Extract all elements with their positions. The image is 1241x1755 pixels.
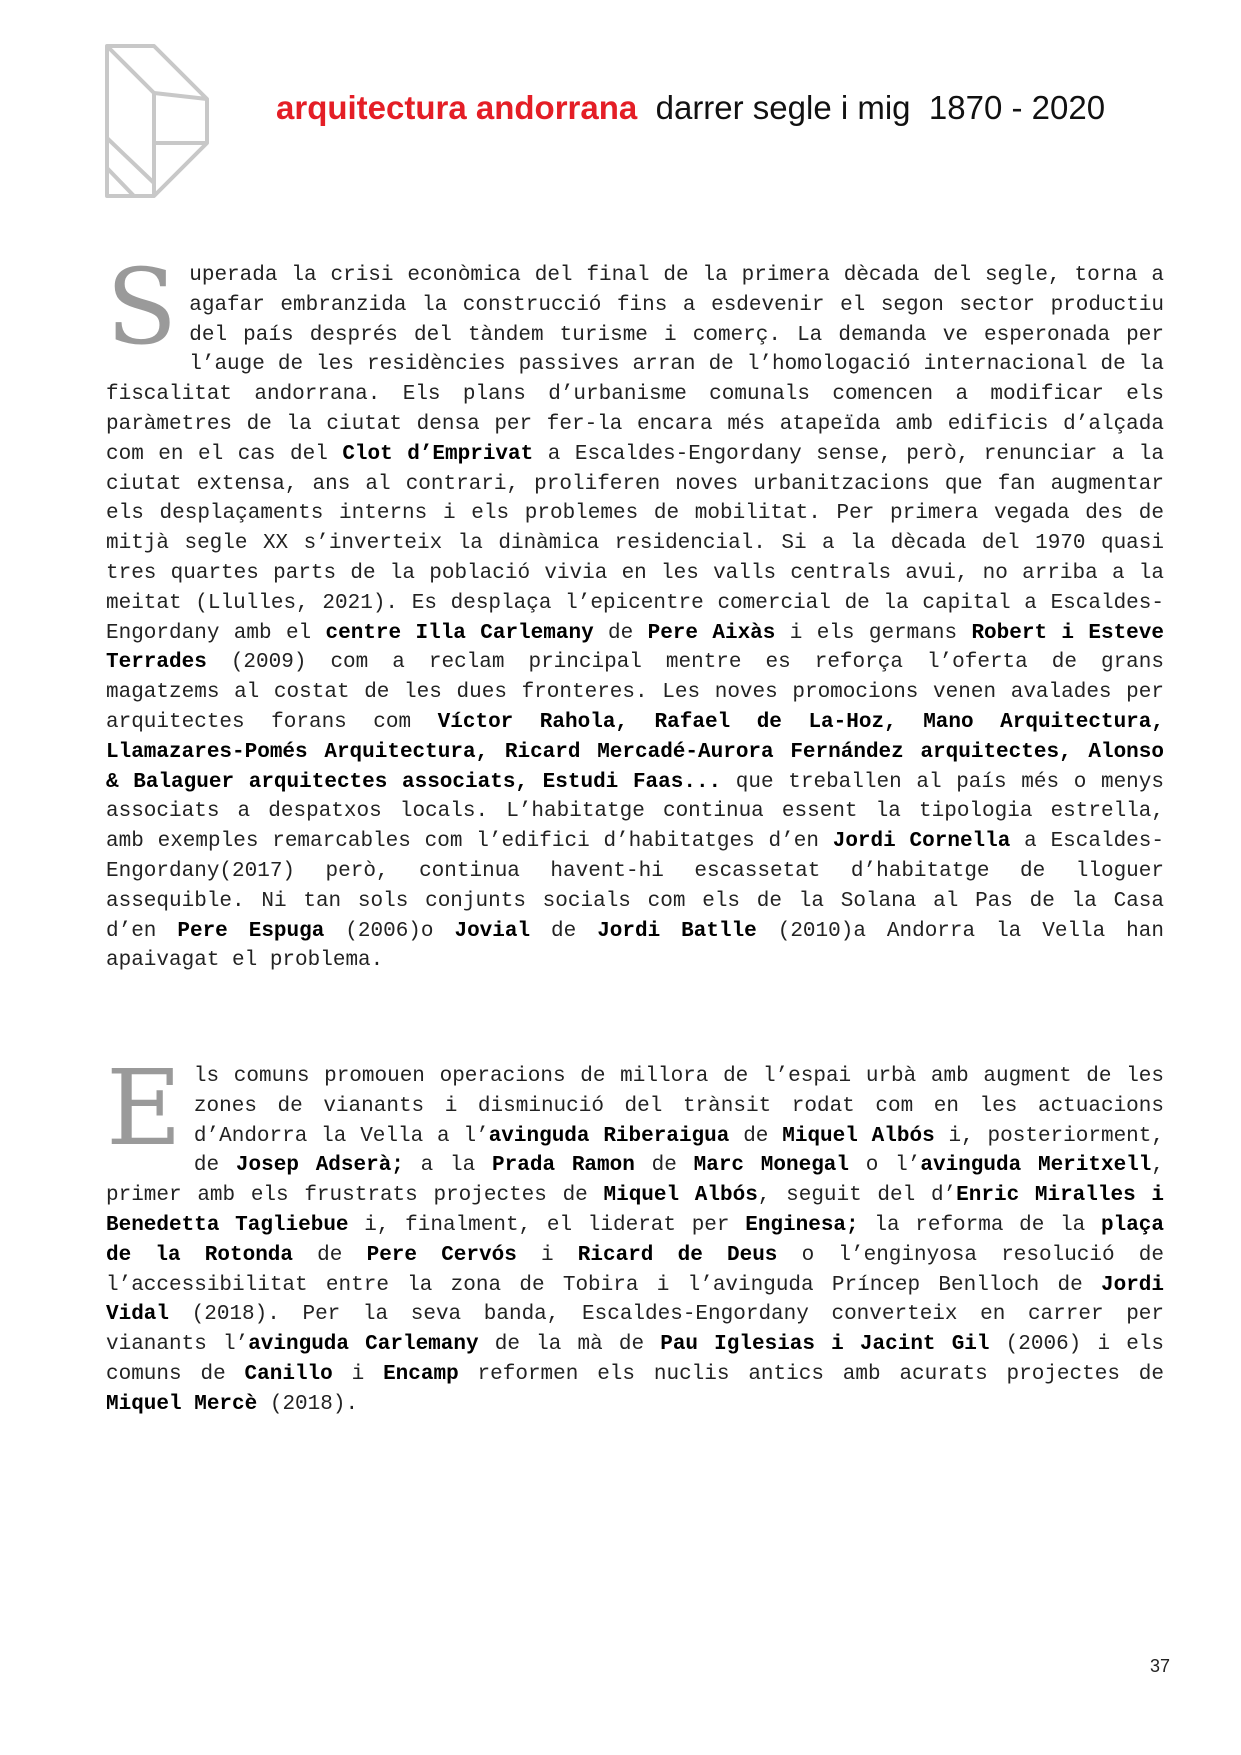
bold-name: Clot d’Emprivat: [342, 442, 534, 466]
bold-name: Ricard de Deus: [577, 1243, 778, 1267]
text-run: (2018). Per la seva banda, Escaldes-Engordany converteix en carrer per vianants l’: [106, 1303, 1164, 1357]
text-run: la reforma de la: [858, 1213, 1101, 1237]
bold-name: Pere Aixàs: [647, 621, 776, 645]
text-run: o l’: [849, 1154, 921, 1178]
text-run: , seguit del d’: [757, 1184, 957, 1208]
text-run: a Escaldes-Engordany(2017) però, continua havent-hi escassetat d’habitatge de lloguer assequible. Ni tan sols conjunts socials com els de la Solana al Pas de la Casa d’en: [106, 830, 1164, 943]
bold-name: Robert i Esteve Terrades: [106, 621, 1164, 675]
bold-name: avinguda Riberaigua: [488, 1124, 730, 1148]
text-run: a la: [403, 1154, 493, 1178]
page-header: [276, 88, 1176, 128]
text-run: (2009) com a reclam principal mentre es reforça l’oferta de grans magatzems al costat de les dues fronteres. Les noves promocions venen avalades per arquitectes forans com: [106, 651, 1164, 734]
text-run: i: [332, 1362, 384, 1386]
bold-name: Jovial: [454, 919, 531, 943]
text-run: de: [729, 1124, 783, 1148]
text-run: ls comuns promouen operacions de millora de l’espai urbà amb augment de les zones de vianants i disminució del trànsit rodat com en les actuacions d’Andorra la Vella a l’: [193, 1065, 1164, 1148]
bold-name: Marc Monegal: [693, 1154, 850, 1178]
text-run: uperada la crisi econòmica del final de la primera dècada del segle, torna a agafar embranzida la construcció fins a esdevenir el segon sector productiu del país després del tàndem turisme i comerç. La demanda ve esperonada per l’auge de les residències passives arran de l’homologació internacional de la fiscalitat andorrana. Els plans d’urbanisme comunals comencen a modificar els paràmetres de la ciutat densa per fer-la encara més atapeïda amb edificis d’alçada com en el cas del: [106, 264, 1164, 466]
bold-name: Miquel Mercè: [106, 1392, 258, 1416]
bold-name: avinguda Meritxell: [920, 1154, 1152, 1178]
text-run: de: [634, 1154, 694, 1178]
bold-name: Enginesa;: [745, 1213, 859, 1237]
text-run: , primer amb els frustrats projectes de: [106, 1154, 1164, 1208]
text-run: (2006)o: [324, 919, 455, 943]
text-run: de: [530, 919, 598, 943]
bold-name: Jordi Batlle: [597, 919, 757, 943]
text-run: (2010)a Andorra la Vella han apaivagat el problema.: [106, 919, 1164, 973]
bold-name: Víctor Rahola, Rafael de La-Hoz, Mano Arquitectura, Llamazares-Pomés Arquitectura, Ricard Mercadé-Aurora Fernández arquitectes, Alonso & Balaguer arquitectes associats, Estudi Faas...: [106, 710, 1164, 794]
header-subtitle: darrer segle i mig: [655, 89, 911, 126]
text-run: de: [293, 1243, 367, 1267]
text-run: de la mà de: [478, 1333, 661, 1357]
body-paragraph-2: [106, 1047, 1165, 1420]
bold-name: avinguda Carlemany: [248, 1333, 479, 1357]
text-run: o l’enginyosa resolució de l’accessibilitat entre la zona de Tobira i l’avinguda Príncep Benlloch de: [106, 1243, 1165, 1297]
bold-name: Pere Cervós: [366, 1243, 517, 1267]
header-title: arquitectura andorrana: [276, 89, 638, 126]
bold-name: Canillo: [244, 1362, 333, 1386]
text-run: (2006) i els comuns de: [106, 1333, 1165, 1386]
bold-name: Pere Espuga: [177, 919, 325, 943]
text-run: reformen els nuclis antics amb acurats projectes de: [458, 1362, 1164, 1386]
bold-name: Encamp: [383, 1362, 459, 1386]
page-number: 37: [1149, 1656, 1170, 1676]
paragraph-text: [106, 1047, 1165, 1416]
drop-cap: S: [106, 246, 178, 368]
text-run: i, posteriorment, de: [193, 1124, 1164, 1178]
text-run: i: [516, 1243, 578, 1267]
bold-name: Josep Adserà;: [235, 1154, 404, 1178]
paragraph-text: [106, 246, 1165, 973]
bold-name: Miquel Albós: [782, 1124, 935, 1148]
bold-name: plaça de la Rotonda: [106, 1213, 1164, 1267]
text-run: i els germans: [775, 621, 972, 645]
bold-name: Jordi Cornella: [832, 830, 1011, 854]
body-paragraph-1: [106, 246, 1165, 976]
text-run: (2018).: [257, 1392, 359, 1416]
bold-name: centre Illa Carlemany: [325, 621, 594, 645]
text-run: que treballen al país més o menys associats a despatxos locals. L’habitatge continua essent la tipologia estrella, amb exemples remarcables com l’edifici d’habitatges d’en: [106, 770, 1164, 854]
bold-name: Prada Ramon: [492, 1154, 635, 1178]
header-years: 1870 - 2020: [928, 89, 1106, 126]
text-run: a Escaldes-Engordany sense, però, renunciar a la ciutat extensa, ans al contrari, proliferen noves urbanitzacions que fan augmentar els desplaçaments interns i els problemes de mobilitat. Per primera vegada des de mitjà segle XX s’inverteix la dinàmica residencial. Si a la dècada del 1970 quasi tres quartes parts de la població vivia en les valls centrals avui, no arriba a la meitat (Llulles, 2021). Es desplaça l’epicentre comercial de la capital a Escaldes-Engordany amb el: [106, 442, 1165, 645]
text-run: i, finalment, el liderat per: [348, 1213, 746, 1237]
stylized-d-logo-icon: [104, 43, 210, 199]
bold-name: Miquel Albós: [603, 1184, 758, 1208]
bold-name: Jordi Vidal: [106, 1273, 1164, 1327]
drop-cap: E: [106, 1047, 182, 1169]
bold-name: Pau Iglesias i Jacint Gil: [660, 1333, 990, 1357]
bold-name: Enric Miralles i Benedetta Tagliebue: [106, 1184, 1164, 1237]
text-run: de: [593, 621, 648, 645]
